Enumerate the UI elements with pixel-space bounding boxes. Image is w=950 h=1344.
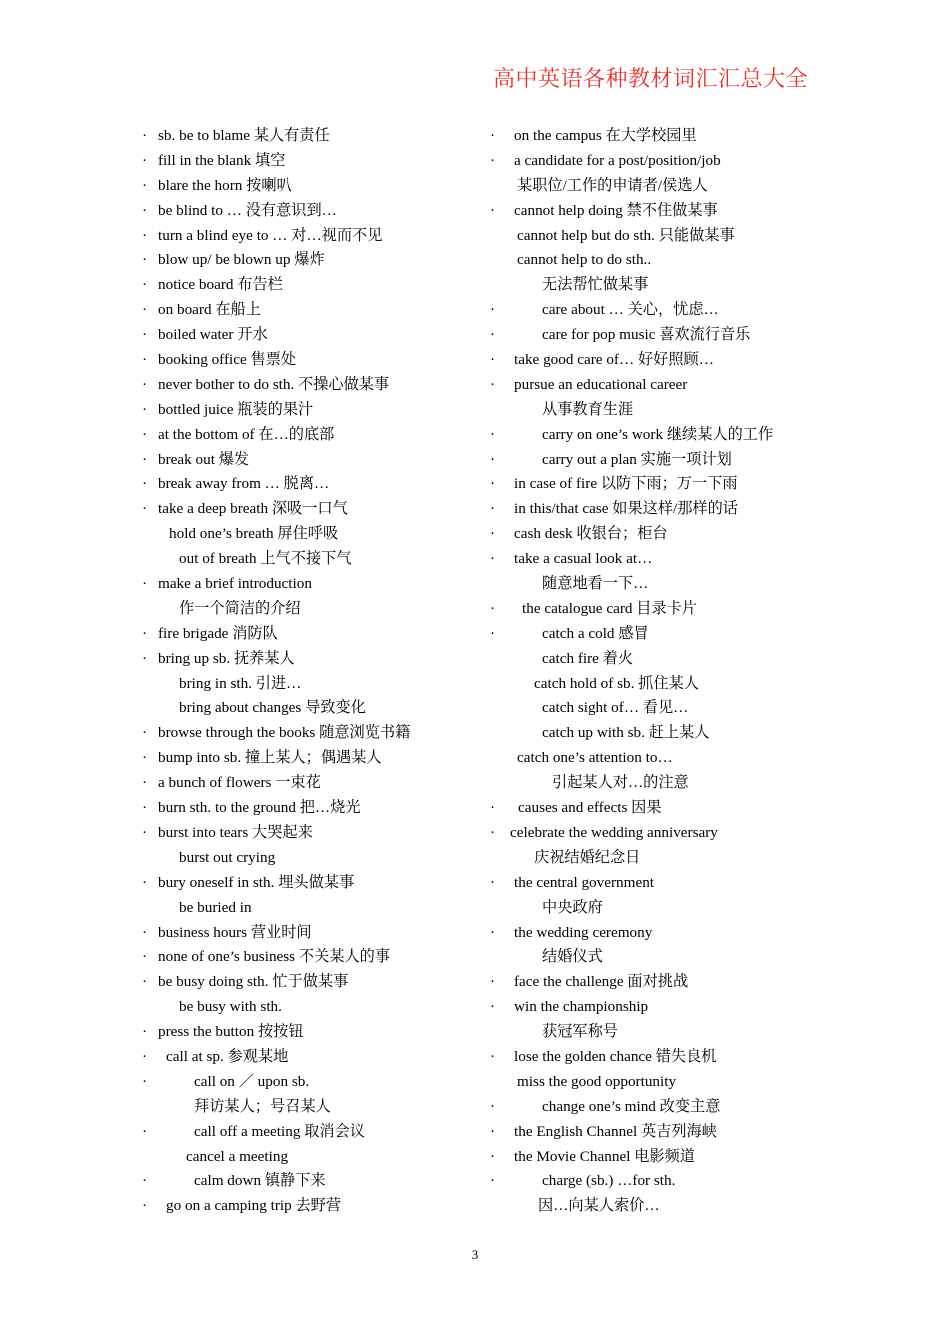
vocab-text: face the challenge 面对挑战: [514, 973, 689, 991]
vocab-entry: [142, 273, 487, 298]
vocab-entry: [490, 522, 840, 547]
vocab-text: a candidate for a post/position/job: [514, 151, 721, 169]
vocab-text: press the button 按按钮: [158, 1023, 304, 1041]
vocab-entry: [142, 448, 487, 473]
vocab-text: be buried in: [179, 898, 252, 916]
bullet-icon: ·: [142, 301, 148, 319]
bullet-icon: ·: [490, 1097, 496, 1115]
vocab-entry: [490, 921, 840, 946]
vocab-entry: [142, 1095, 487, 1120]
vocab-text: sb. be to blame 某人有责任: [158, 127, 330, 144]
vocab-text: the Movie Channel 电影频道: [514, 1147, 695, 1165]
vocab-text: fill in the blank 填空: [158, 151, 286, 169]
vocab-entry: [490, 796, 840, 821]
vocab-entry: [490, 323, 840, 348]
vocab-entry: [142, 472, 487, 497]
bullet-icon: ·: [490, 923, 496, 941]
vocab-text: cannot help but do sth. 只能做某事: [517, 226, 735, 244]
vocab-entry: [490, 1169, 840, 1194]
bullet-icon: ·: [490, 998, 496, 1016]
vocab-text: catch fire 着火: [542, 649, 634, 667]
bullet-icon: ·: [490, 326, 496, 344]
vocab-text: pursue an educational career: [514, 375, 688, 393]
vocab-text: burst out crying: [179, 848, 276, 866]
vocab-entry: [490, 1045, 840, 1070]
vocab-entry: [142, 522, 487, 547]
vocab-entry: [490, 298, 840, 323]
bullet-icon: ·: [490, 823, 496, 841]
bullet-icon: ·: [142, 351, 148, 369]
vocab-entry: [490, 1070, 840, 1095]
vocab-text: 从事教育生涯: [542, 400, 634, 418]
bullet-icon: ·: [490, 450, 496, 468]
vocab-text: take good care of… 好好照顾…: [514, 351, 714, 369]
vocab-entry: [142, 622, 487, 647]
vocab-text: none of one’s business 不关某人的事: [158, 948, 391, 966]
bullet-icon: ·: [142, 326, 148, 344]
vocab-text: care for pop music 喜欢流行音乐: [542, 326, 751, 344]
bullet-icon: ·: [142, 201, 148, 219]
vocab-entry: [142, 871, 487, 896]
vocab-text: on the campus 在大学校园里: [514, 127, 697, 144]
bullet-icon: ·: [490, 500, 496, 518]
vocab-text: win the championship: [514, 998, 649, 1016]
vocab-text: go on a camping trip 去野营: [166, 1197, 342, 1215]
bullet-icon: ·: [490, 799, 496, 817]
bullet-icon: ·: [490, 201, 496, 219]
vocab-entry: [490, 423, 840, 448]
vocab-entry: [142, 771, 487, 796]
vocab-entry: [490, 572, 840, 597]
vocab-entry: [142, 995, 487, 1020]
bullet-icon: ·: [490, 624, 496, 642]
vocab-text: catch hold of sb. 抓住某人: [534, 674, 699, 692]
bullet-icon: ·: [142, 151, 148, 169]
vocab-text: 庆祝结婚纪念日: [534, 848, 641, 866]
vocab-text: at the bottom of 在…的底部: [158, 425, 335, 443]
vocab-text: burst into tears 大哭起来: [158, 823, 313, 841]
page-number: 3: [471, 1247, 479, 1262]
vocab-entry: [142, 1045, 487, 1070]
bullet-icon: ·: [142, 127, 148, 144]
bullet-icon: ·: [142, 251, 148, 269]
vocab-entry: [490, 696, 840, 721]
vocab-entry: [142, 124, 487, 149]
vocab-text: the central government: [514, 873, 655, 891]
vocab-entry: [142, 1120, 487, 1145]
vocab-text: bring up sb. 抚养某人: [158, 649, 295, 667]
vocab-entry: [142, 1145, 487, 1170]
bullet-icon: ·: [142, 649, 148, 667]
vocab-text: catch up with sb. 赶上某人: [542, 724, 710, 742]
bullet-icon: ·: [490, 375, 496, 393]
vocab-entry: [142, 348, 487, 373]
vocab-entry: [142, 647, 487, 672]
vocab-entry: [142, 1194, 487, 1219]
vocab-entry: [142, 224, 487, 249]
vocab-entry: [490, 448, 840, 473]
vocab-text: make a brief introduction: [158, 575, 312, 593]
vocab-entry: [490, 174, 840, 199]
vocab-text: the catalogue card 目录卡片: [522, 599, 698, 617]
vocab-entry: [142, 696, 487, 721]
vocab-text: 中央政府: [542, 898, 603, 916]
vocab-entry: [142, 945, 487, 970]
vocab-text: break away from … 脱离…: [158, 475, 330, 493]
vocab-entry: [142, 572, 487, 597]
vocab-text: notice board 布告栏: [158, 276, 283, 294]
vocab-text: bring about changes 导致变化: [179, 699, 366, 717]
vocab-text: change one’s mind 改变主意: [542, 1097, 721, 1115]
vocab-entry: [490, 896, 840, 921]
vocab-entry: [490, 945, 840, 970]
vocab-entry: [142, 298, 487, 323]
vocab-entry: [490, 1145, 840, 1170]
vocab-text: break out 爆发: [158, 450, 250, 468]
bullet-icon: ·: [142, 450, 148, 468]
vocab-entry: [142, 1020, 487, 1045]
vocab-text: charge (sb.) …for sth.: [542, 1172, 676, 1190]
vocab-text: blare the horn 按喇叭: [158, 176, 292, 194]
bullet-icon: ·: [490, 525, 496, 543]
vocab-text: be blind to … 没有意识到…: [158, 201, 337, 219]
bullet-icon: ·: [142, 575, 148, 593]
vocab-text: be busy with sth.: [179, 998, 282, 1016]
vocab-entry: [490, 821, 840, 846]
vocab-entry: [142, 398, 487, 423]
vocab-entry: [490, 398, 840, 423]
bullet-icon: ·: [490, 1047, 496, 1065]
vocab-entry: [142, 373, 487, 398]
bullet-icon: ·: [490, 425, 496, 443]
vocab-entry: [142, 921, 487, 946]
vocab-text: 因…向某人索价…: [538, 1197, 660, 1215]
vocab-text: miss the good opportunity: [517, 1072, 677, 1090]
vocab-entry: [142, 970, 487, 995]
vocab-text: cannot help to do sth..: [517, 251, 652, 269]
vocab-text: carry on one’s work 继续某人的工作: [542, 425, 774, 443]
bullet-icon: ·: [490, 873, 496, 891]
bullet-icon: ·: [142, 973, 148, 991]
vocab-text: carry out a plan 实施一项计划: [542, 450, 732, 468]
document-title: 高中英语各种教材词汇汇总大全: [492, 67, 808, 92]
vocab-entry: [142, 721, 487, 746]
vocab-text: hold one’s breath 屏住呼吸: [169, 525, 339, 543]
bullet-icon: ·: [142, 724, 148, 742]
bullet-icon: ·: [142, 1122, 148, 1140]
vocab-entry: [142, 821, 487, 846]
vocab-entry: [490, 1194, 840, 1219]
bullet-icon: ·: [142, 176, 148, 194]
bullet-icon: ·: [490, 475, 496, 493]
bullet-icon: ·: [142, 948, 148, 966]
vocab-text: in this/that case 如果这样/那样的话: [514, 500, 738, 518]
vocab-text: 结婚仪式: [542, 948, 603, 966]
vocab-entry: [142, 248, 487, 273]
vocab-text: causes and effects 因果: [518, 799, 662, 817]
bullet-icon: ·: [142, 500, 148, 518]
vocab-entry: [142, 547, 487, 572]
vocab-text: burn sth. to the ground 把…烧光: [158, 799, 361, 817]
bullet-icon: ·: [490, 973, 496, 991]
vocab-entry: [490, 1120, 840, 1145]
vocab-entry: [142, 597, 487, 622]
vocab-text: take a casual look at…: [514, 550, 653, 568]
vocab-entry: [490, 846, 840, 871]
vocab-text: out of breath 上气不接下气: [179, 550, 352, 568]
vocab-text: on board 在船上: [158, 301, 261, 319]
vocab-text: bring in sth. 引进…: [179, 674, 302, 692]
vocab-entry: [490, 995, 840, 1020]
vocab-text: call on ／ upon sb.: [194, 1072, 310, 1090]
bullet-icon: ·: [142, 1072, 148, 1090]
bullet-icon: ·: [142, 475, 148, 493]
vocab-text: 引起某人对…的注意: [552, 774, 689, 792]
vocab-entry: [142, 199, 487, 224]
bullet-icon: ·: [142, 375, 148, 393]
bullet-icon: ·: [142, 624, 148, 642]
vocab-text: fire brigade 消防队: [158, 624, 278, 642]
vocab-entry: [490, 771, 840, 796]
vocab-text: 无法帮忙做某事: [542, 276, 649, 294]
bullet-icon: ·: [142, 1172, 148, 1190]
vocab-text: cannot help doing 禁不住做某事: [514, 201, 718, 219]
vocab-entry: [142, 896, 487, 921]
vocab-entry: [490, 348, 840, 373]
vocab-entry: [490, 721, 840, 746]
vocab-text: turn a blind eye to … 对…视而不见: [158, 226, 383, 244]
vocab-entry: [142, 846, 487, 871]
vocab-text: call at sp. 参观某地: [166, 1047, 289, 1065]
bullet-icon: ·: [142, 1023, 148, 1041]
bullet-icon: ·: [142, 1197, 148, 1215]
bullet-icon: ·: [490, 351, 496, 369]
vocab-entry: [490, 970, 840, 995]
bullet-icon: ·: [142, 923, 148, 941]
vocab-text: be busy doing sth. 忙于做某事: [158, 973, 349, 991]
vocab-entry: [490, 1020, 840, 1045]
bullet-icon: ·: [142, 226, 148, 244]
bullet-icon: ·: [142, 873, 148, 891]
bullet-icon: ·: [142, 774, 148, 792]
bullet-icon: ·: [490, 599, 496, 617]
vocab-entry: [490, 248, 840, 273]
vocab-entry: [490, 672, 840, 697]
bullet-icon: ·: [490, 550, 496, 568]
vocab-entry: [142, 323, 487, 348]
vocab-entry: [142, 1070, 487, 1095]
vocab-entry: [142, 746, 487, 771]
vocab-entry: [490, 472, 840, 497]
vocab-text: a bunch of flowers 一束花: [158, 774, 321, 792]
vocab-text: business hours 营业时间: [158, 923, 312, 941]
vocab-entry: [142, 672, 487, 697]
vocab-entry: [490, 224, 840, 249]
bullet-icon: ·: [490, 127, 496, 144]
vocab-entry: [490, 497, 840, 522]
bullet-icon: ·: [490, 1172, 496, 1190]
vocab-text: bottled juice 瓶装的果汁: [158, 400, 314, 418]
bullet-icon: ·: [142, 400, 148, 418]
vocab-entry: [490, 622, 840, 647]
vocab-text: bury oneself in sth. 埋头做某事: [158, 873, 355, 891]
bullet-icon: ·: [490, 301, 496, 319]
bullet-icon: ·: [142, 823, 148, 841]
vocab-text: bump into sb. 撞上某人；偶遇某人: [158, 749, 382, 767]
vocab-text: catch one’s attention to…: [517, 749, 673, 767]
bullet-icon: ·: [142, 749, 148, 767]
vocab-text: blow up/ be blown up 爆炸: [158, 251, 325, 269]
left-column: [142, 124, 487, 1219]
vocab-text: catch sight of… 看见…: [542, 699, 689, 717]
bullet-icon: ·: [142, 799, 148, 817]
vocab-entry: [490, 149, 840, 174]
bullet-icon: ·: [142, 1047, 148, 1065]
vocab-entry: [142, 174, 487, 199]
bullet-icon: ·: [142, 276, 148, 294]
vocab-text: browse through the books 随意浏览书籍: [158, 724, 411, 742]
vocab-text: never bother to do sth. 不操心做某事: [158, 375, 390, 393]
vocab-entry: [490, 273, 840, 298]
vocab-entry: [490, 597, 840, 622]
vocab-text: care about … 关心，忧虑…: [542, 301, 719, 319]
vocab-text: 某职位/工作的申请者/侯选人: [517, 176, 708, 194]
vocab-text: 拜访某人；号召某人: [194, 1097, 331, 1115]
vocab-text: calm down 镇静下来: [194, 1172, 326, 1190]
vocab-entry: [490, 647, 840, 672]
vocab-text: booking office 售票处: [158, 351, 297, 369]
vocab-text: cancel a meeting: [186, 1147, 289, 1165]
vocab-entry: [490, 547, 840, 572]
vocab-entry: [142, 796, 487, 821]
vocab-text: take a deep breath 深吸一口气: [158, 500, 348, 518]
vocab-text: cash desk 收银台；柜台: [514, 525, 668, 543]
vocab-text: lose the golden chance 错失良机: [514, 1047, 717, 1065]
vocab-entry: [490, 746, 840, 771]
vocab-entry: [490, 1095, 840, 1120]
vocab-text: 获冠军称号: [542, 1023, 618, 1041]
vocab-text: call off a meeting 取消会议: [194, 1122, 365, 1140]
vocab-text: the wedding ceremony: [514, 923, 653, 941]
vocab-text: the English Channel 英吉列海峡: [514, 1122, 717, 1140]
vocab-entry: [490, 124, 840, 149]
vocab-entry: [142, 423, 487, 448]
bullet-icon: ·: [142, 425, 148, 443]
vocab-text: boiled water 开水: [158, 326, 268, 344]
vocab-entry: [142, 149, 487, 174]
vocab-text: celebrate the wedding anniversary: [510, 823, 718, 841]
vocab-entry: [142, 1169, 487, 1194]
vocab-text: in case of fire 以防下雨；万一下雨: [514, 475, 738, 493]
vocab-text: 随意地看一下…: [542, 575, 649, 593]
vocab-entry: [490, 373, 840, 398]
bullet-icon: ·: [490, 151, 496, 169]
bullet-icon: ·: [490, 1147, 496, 1165]
vocab-entry: [490, 871, 840, 896]
vocab-text: 作一个简洁的介绍: [179, 599, 301, 617]
vocab-text: catch a cold 感冒: [542, 624, 649, 642]
bullet-icon: ·: [490, 1122, 496, 1140]
vocab-entry: [142, 497, 487, 522]
right-column: [490, 124, 840, 1219]
vocab-entry: [490, 199, 840, 224]
